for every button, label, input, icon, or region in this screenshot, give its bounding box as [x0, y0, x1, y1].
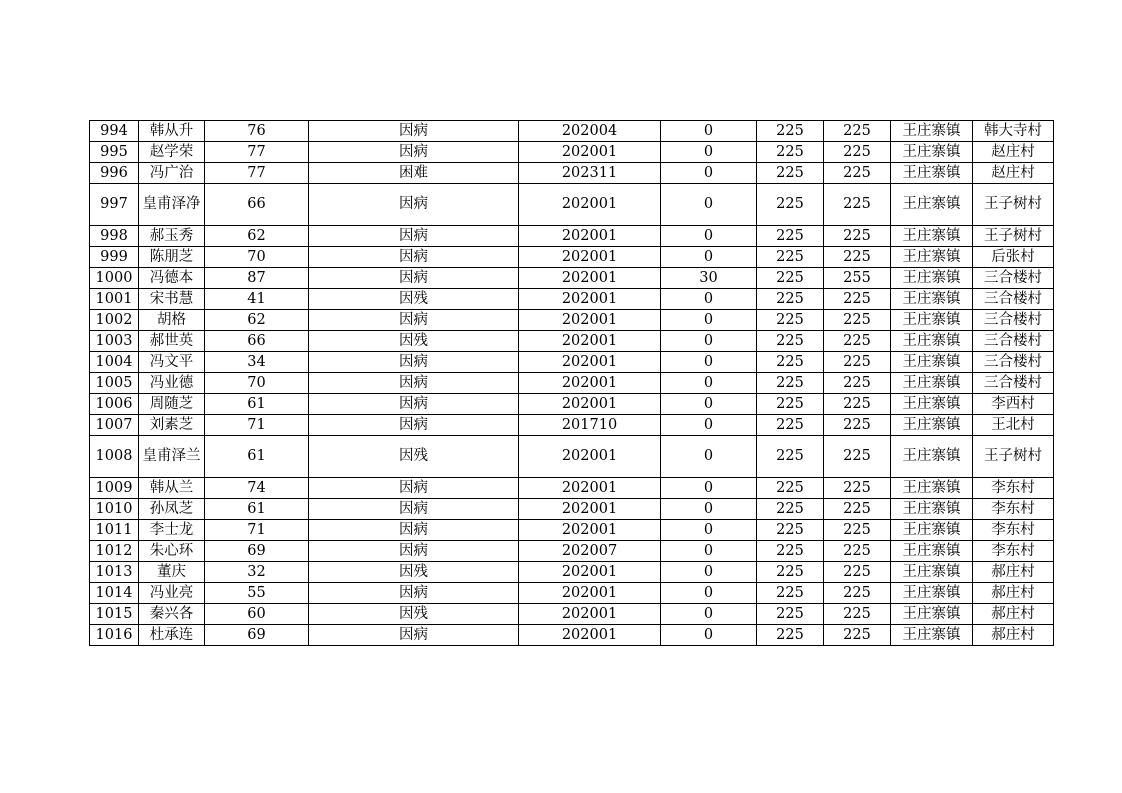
total-amount-cell: 225 — [824, 520, 891, 541]
age-cell: 71 — [205, 415, 309, 436]
row-number-cell: 1011 — [90, 520, 139, 541]
village-cell: 韩大寺村 — [973, 121, 1054, 142]
village-cell: 郝庄村 — [973, 604, 1054, 625]
name-cell: 董庆 — [139, 562, 205, 583]
reason-cell: 因病 — [309, 373, 519, 394]
village-cell: 王子树村 — [973, 436, 1054, 478]
start-month-cell: 202001 — [519, 247, 661, 268]
table-row — [90, 331, 1054, 352]
table-body — [90, 121, 1054, 646]
name-cell: 皇甫泽兰 — [139, 436, 205, 478]
town-cell: 王庄寨镇 — [891, 604, 973, 625]
town-cell: 王庄寨镇 — [891, 520, 973, 541]
base-amount-cell: 225 — [757, 289, 824, 310]
extra-amount-cell: 0 — [661, 310, 757, 331]
row-number-cell: 1016 — [90, 625, 139, 646]
town-cell: 王庄寨镇 — [891, 562, 973, 583]
table-row — [90, 541, 1054, 562]
age-cell: 62 — [205, 310, 309, 331]
reason-cell: 因病 — [309, 268, 519, 289]
village-cell: 王子树村 — [973, 226, 1054, 247]
table-row — [90, 436, 1054, 478]
row-number-cell: 1010 — [90, 499, 139, 520]
total-amount-cell: 225 — [824, 436, 891, 478]
table-row — [90, 310, 1054, 331]
name-cell: 孙凤芝 — [139, 499, 205, 520]
name-cell: 郝世英 — [139, 331, 205, 352]
start-month-cell: 202311 — [519, 163, 661, 184]
name-cell: 冯业德 — [139, 373, 205, 394]
extra-amount-cell: 0 — [661, 604, 757, 625]
village-cell: 三合楼村 — [973, 352, 1054, 373]
table-row — [90, 373, 1054, 394]
base-amount-cell: 225 — [757, 625, 824, 646]
reason-cell: 因病 — [309, 499, 519, 520]
age-cell: 66 — [205, 184, 309, 226]
total-amount-cell: 225 — [824, 625, 891, 646]
town-cell: 王庄寨镇 — [891, 352, 973, 373]
base-amount-cell: 225 — [757, 352, 824, 373]
table-row — [90, 415, 1054, 436]
reason-cell: 因病 — [309, 394, 519, 415]
start-month-cell: 202001 — [519, 583, 661, 604]
extra-amount-cell: 0 — [661, 415, 757, 436]
town-cell: 王庄寨镇 — [891, 394, 973, 415]
start-month-cell: 201710 — [519, 415, 661, 436]
table-row — [90, 394, 1054, 415]
extra-amount-cell: 0 — [661, 499, 757, 520]
town-cell: 王庄寨镇 — [891, 415, 973, 436]
row-number-cell: 1008 — [90, 436, 139, 478]
total-amount-cell: 225 — [824, 331, 891, 352]
age-cell: 34 — [205, 352, 309, 373]
extra-amount-cell: 0 — [661, 226, 757, 247]
name-cell: 李士龙 — [139, 520, 205, 541]
base-amount-cell: 225 — [757, 604, 824, 625]
start-month-cell: 202001 — [519, 352, 661, 373]
town-cell: 王庄寨镇 — [891, 184, 973, 226]
reason-cell: 因病 — [309, 121, 519, 142]
table-row — [90, 604, 1054, 625]
base-amount-cell: 225 — [757, 142, 824, 163]
extra-amount-cell: 0 — [661, 562, 757, 583]
village-cell: 王北村 — [973, 415, 1054, 436]
village-cell: 三合楼村 — [973, 373, 1054, 394]
reason-cell: 因病 — [309, 226, 519, 247]
row-number-cell: 1004 — [90, 352, 139, 373]
extra-amount-cell: 0 — [661, 142, 757, 163]
extra-amount-cell: 0 — [661, 478, 757, 499]
base-amount-cell: 225 — [757, 226, 824, 247]
table-row — [90, 247, 1054, 268]
base-amount-cell: 225 — [757, 478, 824, 499]
extra-amount-cell: 0 — [661, 520, 757, 541]
village-cell: 三合楼村 — [973, 289, 1054, 310]
village-cell: 三合楼村 — [973, 268, 1054, 289]
row-number-cell: 999 — [90, 247, 139, 268]
village-cell: 三合楼村 — [973, 310, 1054, 331]
start-month-cell: 202001 — [519, 520, 661, 541]
reason-cell: 因残 — [309, 604, 519, 625]
row-number-cell: 1014 — [90, 583, 139, 604]
name-cell: 周随芝 — [139, 394, 205, 415]
base-amount-cell: 225 — [757, 436, 824, 478]
town-cell: 王庄寨镇 — [891, 331, 973, 352]
base-amount-cell: 225 — [757, 520, 824, 541]
age-cell: 69 — [205, 625, 309, 646]
reason-cell: 困难 — [309, 163, 519, 184]
village-cell: 郝庄村 — [973, 583, 1054, 604]
extra-amount-cell: 0 — [661, 352, 757, 373]
town-cell: 王庄寨镇 — [891, 373, 973, 394]
town-cell: 王庄寨镇 — [891, 478, 973, 499]
age-cell: 61 — [205, 436, 309, 478]
total-amount-cell: 225 — [824, 478, 891, 499]
base-amount-cell: 225 — [757, 541, 824, 562]
village-cell: 三合楼村 — [973, 331, 1054, 352]
start-month-cell: 202001 — [519, 394, 661, 415]
reason-cell: 因病 — [309, 583, 519, 604]
name-cell: 冯广治 — [139, 163, 205, 184]
start-month-cell: 202001 — [519, 499, 661, 520]
base-amount-cell: 225 — [757, 499, 824, 520]
village-cell: 郝庄村 — [973, 625, 1054, 646]
reason-cell: 因病 — [309, 520, 519, 541]
row-number-cell: 996 — [90, 163, 139, 184]
name-cell: 冯德本 — [139, 268, 205, 289]
town-cell: 王庄寨镇 — [891, 163, 973, 184]
row-number-cell: 1015 — [90, 604, 139, 625]
age-cell: 77 — [205, 163, 309, 184]
extra-amount-cell: 0 — [661, 121, 757, 142]
extra-amount-cell: 0 — [661, 331, 757, 352]
base-amount-cell: 225 — [757, 121, 824, 142]
age-cell: 69 — [205, 541, 309, 562]
total-amount-cell: 255 — [824, 268, 891, 289]
total-amount-cell: 225 — [824, 352, 891, 373]
reason-cell: 因病 — [309, 541, 519, 562]
row-number-cell: 1001 — [90, 289, 139, 310]
total-amount-cell: 225 — [824, 373, 891, 394]
table-row — [90, 562, 1054, 583]
reason-cell: 因病 — [309, 478, 519, 499]
name-cell: 胡格 — [139, 310, 205, 331]
extra-amount-cell: 0 — [661, 625, 757, 646]
name-cell: 杜承连 — [139, 625, 205, 646]
village-cell: 李西村 — [973, 394, 1054, 415]
name-cell: 皇甫泽净 — [139, 184, 205, 226]
town-cell: 王庄寨镇 — [891, 247, 973, 268]
reason-cell: 因病 — [309, 625, 519, 646]
table-row — [90, 478, 1054, 499]
start-month-cell: 202001 — [519, 268, 661, 289]
extra-amount-cell: 30 — [661, 268, 757, 289]
age-cell: 61 — [205, 499, 309, 520]
base-amount-cell: 225 — [757, 184, 824, 226]
reason-cell: 因残 — [309, 436, 519, 478]
start-month-cell: 202001 — [519, 310, 661, 331]
row-number-cell: 1013 — [90, 562, 139, 583]
extra-amount-cell: 0 — [661, 373, 757, 394]
row-number-cell: 1002 — [90, 310, 139, 331]
total-amount-cell: 225 — [824, 142, 891, 163]
age-cell: 55 — [205, 583, 309, 604]
town-cell: 王庄寨镇 — [891, 268, 973, 289]
start-month-cell: 202001 — [519, 436, 661, 478]
extra-amount-cell: 0 — [661, 583, 757, 604]
start-month-cell: 202001 — [519, 289, 661, 310]
village-cell: 赵庄村 — [973, 163, 1054, 184]
total-amount-cell: 225 — [824, 121, 891, 142]
base-amount-cell: 225 — [757, 583, 824, 604]
age-cell: 76 — [205, 121, 309, 142]
age-cell: 62 — [205, 226, 309, 247]
extra-amount-cell: 0 — [661, 436, 757, 478]
village-cell: 李东村 — [973, 520, 1054, 541]
start-month-cell: 202001 — [519, 373, 661, 394]
age-cell: 41 — [205, 289, 309, 310]
base-amount-cell: 225 — [757, 163, 824, 184]
reason-cell: 因病 — [309, 310, 519, 331]
village-cell: 李东村 — [973, 541, 1054, 562]
start-month-cell: 202001 — [519, 625, 661, 646]
village-cell: 赵庄村 — [973, 142, 1054, 163]
age-cell: 77 — [205, 142, 309, 163]
total-amount-cell: 225 — [824, 247, 891, 268]
village-cell: 李东村 — [973, 499, 1054, 520]
age-cell: 60 — [205, 604, 309, 625]
base-amount-cell: 225 — [757, 562, 824, 583]
table-row — [90, 226, 1054, 247]
town-cell: 王庄寨镇 — [891, 436, 973, 478]
total-amount-cell: 225 — [824, 310, 891, 331]
base-amount-cell: 225 — [757, 415, 824, 436]
total-amount-cell: 225 — [824, 583, 891, 604]
start-month-cell: 202001 — [519, 604, 661, 625]
name-cell: 韩从兰 — [139, 478, 205, 499]
extra-amount-cell: 0 — [661, 247, 757, 268]
reason-cell: 因残 — [309, 289, 519, 310]
row-number-cell: 1009 — [90, 478, 139, 499]
age-cell: 70 — [205, 373, 309, 394]
town-cell: 王庄寨镇 — [891, 310, 973, 331]
age-cell: 32 — [205, 562, 309, 583]
extra-amount-cell: 0 — [661, 184, 757, 226]
base-amount-cell: 225 — [757, 394, 824, 415]
table-row — [90, 142, 1054, 163]
age-cell: 71 — [205, 520, 309, 541]
name-cell: 刘素芝 — [139, 415, 205, 436]
base-amount-cell: 225 — [757, 310, 824, 331]
reason-cell: 因病 — [309, 184, 519, 226]
age-cell: 61 — [205, 394, 309, 415]
name-cell: 宋书慧 — [139, 289, 205, 310]
start-month-cell: 202001 — [519, 331, 661, 352]
town-cell: 王庄寨镇 — [891, 625, 973, 646]
age-cell: 70 — [205, 247, 309, 268]
reason-cell: 因病 — [309, 247, 519, 268]
age-cell: 87 — [205, 268, 309, 289]
total-amount-cell: 225 — [824, 415, 891, 436]
town-cell: 王庄寨镇 — [891, 541, 973, 562]
row-number-cell: 1006 — [90, 394, 139, 415]
reason-cell: 因残 — [309, 331, 519, 352]
extra-amount-cell: 0 — [661, 163, 757, 184]
total-amount-cell: 225 — [824, 226, 891, 247]
town-cell: 王庄寨镇 — [891, 583, 973, 604]
extra-amount-cell: 0 — [661, 289, 757, 310]
base-amount-cell: 225 — [757, 268, 824, 289]
reason-cell: 因残 — [309, 562, 519, 583]
town-cell: 王庄寨镇 — [891, 289, 973, 310]
name-cell: 郝玉秀 — [139, 226, 205, 247]
base-amount-cell: 225 — [757, 373, 824, 394]
table-row — [90, 163, 1054, 184]
name-cell: 秦兴各 — [139, 604, 205, 625]
name-cell: 朱心环 — [139, 541, 205, 562]
table-row — [90, 520, 1054, 541]
row-number-cell: 1012 — [90, 541, 139, 562]
town-cell: 王庄寨镇 — [891, 142, 973, 163]
reason-cell: 因病 — [309, 352, 519, 373]
table-row — [90, 121, 1054, 142]
start-month-cell: 202001 — [519, 562, 661, 583]
table-row — [90, 625, 1054, 646]
base-amount-cell: 225 — [757, 331, 824, 352]
total-amount-cell: 225 — [824, 289, 891, 310]
row-number-cell: 995 — [90, 142, 139, 163]
table-row — [90, 268, 1054, 289]
age-cell: 66 — [205, 331, 309, 352]
start-month-cell: 202007 — [519, 541, 661, 562]
village-cell: 郝庄村 — [973, 562, 1054, 583]
town-cell: 王庄寨镇 — [891, 226, 973, 247]
row-number-cell: 1000 — [90, 268, 139, 289]
name-cell: 韩从升 — [139, 121, 205, 142]
row-number-cell: 994 — [90, 121, 139, 142]
row-number-cell: 997 — [90, 184, 139, 226]
reason-cell: 因病 — [309, 142, 519, 163]
table-row — [90, 352, 1054, 373]
start-month-cell: 202001 — [519, 142, 661, 163]
age-cell: 74 — [205, 478, 309, 499]
extra-amount-cell: 0 — [661, 394, 757, 415]
town-cell: 王庄寨镇 — [891, 499, 973, 520]
start-month-cell: 202001 — [519, 478, 661, 499]
row-number-cell: 1003 — [90, 331, 139, 352]
extra-amount-cell: 0 — [661, 541, 757, 562]
total-amount-cell: 225 — [824, 184, 891, 226]
table-row — [90, 499, 1054, 520]
data-table — [89, 120, 1054, 646]
reason-cell: 因病 — [309, 415, 519, 436]
name-cell: 冯文平 — [139, 352, 205, 373]
base-amount-cell: 225 — [757, 247, 824, 268]
town-cell: 王庄寨镇 — [891, 121, 973, 142]
name-cell: 赵学荣 — [139, 142, 205, 163]
row-number-cell: 1005 — [90, 373, 139, 394]
name-cell: 冯业亮 — [139, 583, 205, 604]
total-amount-cell: 225 — [824, 394, 891, 415]
row-number-cell: 998 — [90, 226, 139, 247]
start-month-cell: 202004 — [519, 121, 661, 142]
table-row — [90, 583, 1054, 604]
village-cell: 王子树村 — [973, 184, 1054, 226]
table-row — [90, 289, 1054, 310]
total-amount-cell: 225 — [824, 163, 891, 184]
row-number-cell: 1007 — [90, 415, 139, 436]
total-amount-cell: 225 — [824, 604, 891, 625]
table-row — [90, 184, 1054, 226]
total-amount-cell: 225 — [824, 562, 891, 583]
village-cell: 后张村 — [973, 247, 1054, 268]
village-cell: 李东村 — [973, 478, 1054, 499]
name-cell: 陈朋芝 — [139, 247, 205, 268]
total-amount-cell: 225 — [824, 541, 891, 562]
total-amount-cell: 225 — [824, 499, 891, 520]
start-month-cell: 202001 — [519, 226, 661, 247]
start-month-cell: 202001 — [519, 184, 661, 226]
